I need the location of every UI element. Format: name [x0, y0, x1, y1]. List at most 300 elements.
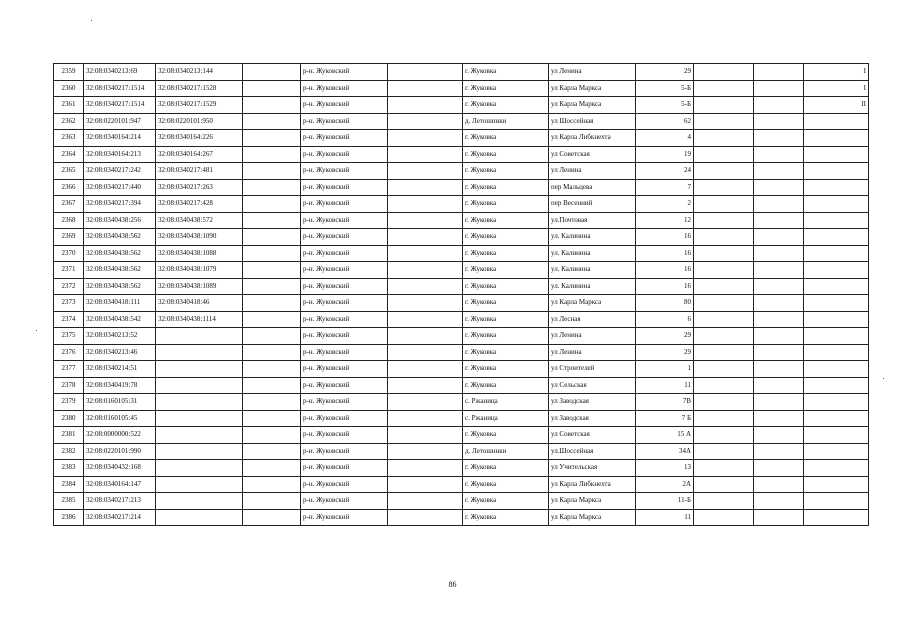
street-cell: ул.Шоссейная: [549, 443, 636, 460]
cadastral-number-cell: 32:08:0000000:522: [84, 427, 156, 444]
empty-cell: [243, 97, 301, 114]
empty-cell: [694, 509, 754, 526]
empty-cell: [754, 344, 804, 361]
empty-cell: [388, 361, 463, 378]
empty-cell: [388, 146, 463, 163]
apartment-cell: [804, 113, 869, 130]
empty-cell: [694, 262, 754, 279]
empty-cell: [754, 163, 804, 180]
empty-cell: [694, 130, 754, 147]
empty-cell: [754, 245, 804, 262]
table-row: [54, 328, 869, 345]
house-number-cell: 7В: [636, 394, 694, 411]
table-row: [54, 245, 869, 262]
parent-cadastral-number-cell: [156, 361, 243, 378]
table-row: [54, 394, 869, 411]
apartment-cell: [804, 179, 869, 196]
cadastral-number-cell: 32:08:0220101:947: [84, 113, 156, 130]
house-number-cell: 11-Б: [636, 493, 694, 510]
cadastral-number-cell: 32:08:0220101:990: [84, 443, 156, 460]
apartment-cell: [804, 262, 869, 279]
district-cell: р-н. Жуковский: [301, 427, 388, 444]
empty-cell: [243, 146, 301, 163]
table-row: [54, 212, 869, 229]
house-number-cell: 1: [636, 361, 694, 378]
table-row: [54, 64, 869, 81]
cadastral-number-cell: 32:08:0340164:147: [84, 476, 156, 493]
empty-cell: [388, 311, 463, 328]
locality-cell: г. Жуковка: [463, 328, 549, 345]
street-cell: ул Карла Маркса: [549, 509, 636, 526]
cadastral-number-cell: 32:08:0340438:562: [84, 245, 156, 262]
empty-cell: [388, 427, 463, 444]
scan-speck: [883, 378, 884, 379]
empty-cell: [243, 64, 301, 81]
row-number-cell: 2386: [54, 509, 84, 526]
empty-cell: [754, 229, 804, 246]
table-row: [54, 509, 869, 526]
street-cell: ул Шоссейная: [549, 113, 636, 130]
row-number-cell: 2364: [54, 146, 84, 163]
house-number-cell: 29: [636, 64, 694, 81]
empty-cell: [388, 344, 463, 361]
house-number-cell: 2: [636, 196, 694, 213]
district-cell: р-н. Жуковский: [301, 493, 388, 510]
house-number-cell: 16: [636, 262, 694, 279]
district-cell: р-н. Жуковский: [301, 196, 388, 213]
empty-cell: [694, 97, 754, 114]
cadastral-number-cell: 32:08:0340217:1514: [84, 97, 156, 114]
empty-cell: [694, 64, 754, 81]
street-cell: ул. Калинина: [549, 278, 636, 295]
locality-cell: г. Жуковка: [463, 130, 549, 147]
district-cell: р-н. Жуковский: [301, 344, 388, 361]
district-cell: р-н. Жуковский: [301, 179, 388, 196]
empty-cell: [388, 377, 463, 394]
cadastral-number-cell: 32:08:0340438:562: [84, 262, 156, 279]
parent-cadastral-number-cell: 32:08:0340438:1090: [156, 229, 243, 246]
empty-cell: [694, 443, 754, 460]
row-number-cell: 2366: [54, 179, 84, 196]
empty-cell: [388, 229, 463, 246]
house-number-cell: 7: [636, 179, 694, 196]
district-cell: р-н. Жуковский: [301, 130, 388, 147]
locality-cell: г. Жуковка: [463, 460, 549, 477]
district-cell: р-н. Жуковский: [301, 146, 388, 163]
cadastral-number-cell: 32:08:0340438:562: [84, 229, 156, 246]
district-cell: р-н. Жуковский: [301, 311, 388, 328]
empty-cell: [694, 410, 754, 427]
house-number-cell: 13: [636, 460, 694, 477]
house-number-cell: 7 Б: [636, 410, 694, 427]
house-number-cell: 29: [636, 328, 694, 345]
empty-cell: [388, 212, 463, 229]
street-cell: ул Сельская: [549, 377, 636, 394]
locality-cell: г. Жуковка: [463, 493, 549, 510]
empty-cell: [754, 97, 804, 114]
apartment-cell: [804, 278, 869, 295]
empty-cell: [243, 130, 301, 147]
locality-cell: г. Жуковка: [463, 476, 549, 493]
row-number-cell: 2369: [54, 229, 84, 246]
apartment-cell: [804, 245, 869, 262]
parent-cadastral-number-cell: [156, 394, 243, 411]
empty-cell: [694, 146, 754, 163]
scan-speck: [36, 330, 37, 331]
empty-cell: [243, 245, 301, 262]
cadastral-number-cell: 32:08:0340217:213: [84, 493, 156, 510]
empty-cell: [754, 262, 804, 279]
empty-cell: [388, 179, 463, 196]
row-number-cell: 2385: [54, 493, 84, 510]
table-row: [54, 80, 869, 97]
parent-cadastral-number-cell: [156, 493, 243, 510]
row-number-cell: 2377: [54, 361, 84, 378]
parent-cadastral-number-cell: [156, 328, 243, 345]
house-number-cell: 16: [636, 229, 694, 246]
empty-cell: [694, 493, 754, 510]
empty-cell: [388, 476, 463, 493]
street-cell: ул. Калинина: [549, 262, 636, 279]
empty-cell: [388, 163, 463, 180]
locality-cell: г. Жуковка: [463, 80, 549, 97]
house-number-cell: 4: [636, 130, 694, 147]
row-number-cell: 2376: [54, 344, 84, 361]
parent-cadastral-number-cell: 32:08:0340438:1089: [156, 278, 243, 295]
apartment-cell: II: [804, 97, 869, 114]
parent-cadastral-number-cell: 32:08:0340217:481: [156, 163, 243, 180]
house-number-cell: 2А: [636, 476, 694, 493]
parent-cadastral-number-cell: 32:08:0340438:1114: [156, 311, 243, 328]
locality-cell: г. Жуковка: [463, 245, 549, 262]
empty-cell: [754, 443, 804, 460]
empty-cell: [243, 212, 301, 229]
empty-cell: [754, 493, 804, 510]
street-cell: ул Ленина: [549, 344, 636, 361]
empty-cell: [243, 410, 301, 427]
house-number-cell: 19: [636, 146, 694, 163]
parent-cadastral-number-cell: [156, 427, 243, 444]
empty-cell: [754, 278, 804, 295]
apartment-cell: [804, 295, 869, 312]
parent-cadastral-number-cell: 32:08:0340438:1088: [156, 245, 243, 262]
street-cell: ул Учительская: [549, 460, 636, 477]
locality-cell: г. Жуковка: [463, 295, 549, 312]
street-cell: ул Карла Маркса: [549, 97, 636, 114]
empty-cell: [694, 311, 754, 328]
cadastral-number-cell: 32:08:0340438:256: [84, 212, 156, 229]
apartment-cell: [804, 311, 869, 328]
empty-cell: [388, 394, 463, 411]
locality-cell: г. Жуковка: [463, 509, 549, 526]
street-cell: ул Заводская: [549, 410, 636, 427]
parent-cadastral-number-cell: [156, 344, 243, 361]
district-cell: р-н. Жуковский: [301, 212, 388, 229]
cadastral-number-cell: 32:08:0340217:440: [84, 179, 156, 196]
locality-cell: г. Жуковка: [463, 146, 549, 163]
house-number-cell: 5-Б: [636, 97, 694, 114]
empty-cell: [388, 80, 463, 97]
empty-cell: [243, 163, 301, 180]
empty-cell: [754, 80, 804, 97]
row-number-cell: 2383: [54, 460, 84, 477]
locality-cell: г. Жуковка: [463, 377, 549, 394]
district-cell: р-н. Жуковский: [301, 113, 388, 130]
locality-cell: д. Летошники: [463, 443, 549, 460]
street-cell: ул Карла Либкнехта: [549, 130, 636, 147]
empty-cell: [243, 295, 301, 312]
house-number-cell: 11: [636, 377, 694, 394]
empty-cell: [694, 278, 754, 295]
empty-cell: [754, 295, 804, 312]
table-row: [54, 476, 869, 493]
apartment-cell: [804, 163, 869, 180]
locality-cell: с. Ржаница: [463, 410, 549, 427]
row-number-cell: 2370: [54, 245, 84, 262]
empty-cell: [388, 130, 463, 147]
empty-cell: [694, 113, 754, 130]
row-number-cell: 2381: [54, 427, 84, 444]
empty-cell: [243, 113, 301, 130]
empty-cell: [243, 328, 301, 345]
street-cell: ул Заводская: [549, 394, 636, 411]
empty-cell: [754, 64, 804, 81]
district-cell: р-н. Жуковский: [301, 80, 388, 97]
street-cell: ул Карла Маркса: [549, 493, 636, 510]
house-number-cell: 34А: [636, 443, 694, 460]
street-cell: ул Ленина: [549, 64, 636, 81]
locality-cell: г. Жуковка: [463, 196, 549, 213]
empty-cell: [694, 361, 754, 378]
row-number-cell: 2367: [54, 196, 84, 213]
table-row: [54, 295, 869, 312]
empty-cell: [754, 476, 804, 493]
district-cell: р-н. Жуковский: [301, 64, 388, 81]
table-row: [54, 443, 869, 460]
table-row: [54, 146, 869, 163]
empty-cell: [243, 344, 301, 361]
table-row: [54, 97, 869, 114]
empty-cell: [694, 427, 754, 444]
empty-cell: [243, 229, 301, 246]
house-number-cell: 16: [636, 278, 694, 295]
row-number-cell: 2382: [54, 443, 84, 460]
empty-cell: [388, 64, 463, 81]
table-row: [54, 130, 869, 147]
apartment-cell: [804, 443, 869, 460]
empty-cell: [388, 443, 463, 460]
empty-cell: [694, 196, 754, 213]
district-cell: р-н. Жуковский: [301, 509, 388, 526]
cadastral-number-cell: 32:08:0340213:52: [84, 328, 156, 345]
house-number-cell: 29: [636, 344, 694, 361]
house-number-cell: 62: [636, 113, 694, 130]
cadastral-number-cell: 32:08:0160105:45: [84, 410, 156, 427]
street-cell: ул. Калинина: [549, 229, 636, 246]
apartment-cell: [804, 460, 869, 477]
empty-cell: [388, 113, 463, 130]
parent-cadastral-number-cell: [156, 509, 243, 526]
apartment-cell: [804, 146, 869, 163]
empty-cell: [754, 311, 804, 328]
locality-cell: г. Жуковка: [463, 212, 549, 229]
empty-cell: [754, 113, 804, 130]
table-row: [54, 163, 869, 180]
street-cell: пер Мальцева: [549, 179, 636, 196]
table-row: [54, 493, 869, 510]
empty-cell: [243, 278, 301, 295]
locality-cell: г. Жуковка: [463, 179, 549, 196]
apartment-cell: [804, 476, 869, 493]
apartment-cell: [804, 410, 869, 427]
cadastral-number-cell: 32:08:0340214:51: [84, 361, 156, 378]
empty-cell: [243, 179, 301, 196]
empty-cell: [694, 328, 754, 345]
parent-cadastral-number-cell: 32:08:0220101:950: [156, 113, 243, 130]
empty-cell: [388, 97, 463, 114]
parent-cadastral-number-cell: 32:08:0340418:46: [156, 295, 243, 312]
empty-cell: [388, 410, 463, 427]
empty-cell: [694, 245, 754, 262]
locality-cell: г. Жуковка: [463, 97, 549, 114]
street-cell: ул Карла Маркса: [549, 80, 636, 97]
district-cell: р-н. Жуковский: [301, 410, 388, 427]
apartment-cell: [804, 212, 869, 229]
apartment-cell: [804, 377, 869, 394]
district-cell: р-н. Жуковский: [301, 443, 388, 460]
locality-cell: с. Ржаница: [463, 394, 549, 411]
apartment-cell: [804, 427, 869, 444]
apartment-cell: I: [804, 80, 869, 97]
empty-cell: [388, 509, 463, 526]
table-row: [54, 262, 869, 279]
empty-cell: [694, 295, 754, 312]
apartment-cell: [804, 130, 869, 147]
locality-cell: г. Жуковка: [463, 278, 549, 295]
district-cell: р-н. Жуковский: [301, 394, 388, 411]
empty-cell: [243, 476, 301, 493]
empty-cell: [694, 212, 754, 229]
address-register-table: [53, 63, 869, 526]
table-body: [54, 64, 869, 526]
empty-cell: [243, 361, 301, 378]
empty-cell: [243, 377, 301, 394]
district-cell: р-н. Жуковский: [301, 361, 388, 378]
empty-cell: [388, 493, 463, 510]
apartment-cell: [804, 394, 869, 411]
empty-cell: [694, 80, 754, 97]
cadastral-number-cell: 32:08:0340419:78: [84, 377, 156, 394]
house-number-cell: 11: [636, 509, 694, 526]
cadastral-number-cell: 32:08:0340418:111: [84, 295, 156, 312]
empty-cell: [243, 460, 301, 477]
apartment-cell: I: [804, 64, 869, 81]
apartment-cell: [804, 361, 869, 378]
empty-cell: [388, 295, 463, 312]
district-cell: р-н. Жуковский: [301, 328, 388, 345]
locality-cell: д. Летошники: [463, 113, 549, 130]
row-number-cell: 2362: [54, 113, 84, 130]
locality-cell: г. Жуковка: [463, 311, 549, 328]
apartment-cell: [804, 344, 869, 361]
parent-cadastral-number-cell: [156, 476, 243, 493]
street-cell: ул Лесная: [549, 311, 636, 328]
street-cell: ул. Калинина: [549, 245, 636, 262]
row-number-cell: 2368: [54, 212, 84, 229]
street-cell: пер Весенний: [549, 196, 636, 213]
row-number-cell: 2379: [54, 394, 84, 411]
empty-cell: [754, 179, 804, 196]
empty-cell: [243, 493, 301, 510]
apartment-cell: [804, 509, 869, 526]
empty-cell: [243, 311, 301, 328]
table-row: [54, 361, 869, 378]
cadastral-number-cell: 32:08:0340213:69: [84, 64, 156, 81]
parent-cadastral-number-cell: 32:08:0340217:1528: [156, 80, 243, 97]
empty-cell: [388, 262, 463, 279]
street-cell: ул.Почтовая: [549, 212, 636, 229]
district-cell: р-н. Жуковский: [301, 460, 388, 477]
empty-cell: [754, 328, 804, 345]
cadastral-number-cell: 32:08:0340432:168: [84, 460, 156, 477]
row-number-cell: 2380: [54, 410, 84, 427]
empty-cell: [694, 377, 754, 394]
table-row: [54, 344, 869, 361]
table-row: [54, 410, 869, 427]
cadastral-number-cell: 32:08:0340217:1514: [84, 80, 156, 97]
district-cell: р-н. Жуковский: [301, 163, 388, 180]
cadastral-number-cell: 32:08:0340438:542: [84, 311, 156, 328]
row-number-cell: 2363: [54, 130, 84, 147]
empty-cell: [694, 344, 754, 361]
parent-cadastral-number-cell: 32:08:0340217:263: [156, 179, 243, 196]
cadastral-number-cell: 32:08:0340213:46: [84, 344, 156, 361]
house-number-cell: 5-Б: [636, 80, 694, 97]
row-number-cell: 2375: [54, 328, 84, 345]
district-cell: р-н. Жуковский: [301, 97, 388, 114]
scan-speck: [91, 20, 92, 21]
parent-cadastral-number-cell: [156, 460, 243, 477]
table-row: [54, 179, 869, 196]
table-row: [54, 427, 869, 444]
cadastral-number-cell: 32:08:0340438:562: [84, 278, 156, 295]
district-cell: р-н. Жуковский: [301, 278, 388, 295]
locality-cell: г. Жуковка: [463, 427, 549, 444]
street-cell: ул Карла Маркса: [549, 295, 636, 312]
empty-cell: [754, 377, 804, 394]
cadastral-number-cell: 32:08:0340217:394: [84, 196, 156, 213]
row-number-cell: 2384: [54, 476, 84, 493]
empty-cell: [754, 361, 804, 378]
empty-cell: [243, 443, 301, 460]
empty-cell: [754, 196, 804, 213]
apartment-cell: [804, 196, 869, 213]
locality-cell: г. Жуковка: [463, 344, 549, 361]
table-row: [54, 460, 869, 477]
row-number-cell: 2365: [54, 163, 84, 180]
empty-cell: [754, 410, 804, 427]
parent-cadastral-number-cell: 32:08:0340164:267: [156, 146, 243, 163]
parent-cadastral-number-cell: 32:08:0340217:428: [156, 196, 243, 213]
table-row: [54, 113, 869, 130]
empty-cell: [388, 328, 463, 345]
empty-cell: [754, 394, 804, 411]
district-cell: р-н. Жуковский: [301, 245, 388, 262]
house-number-cell: 16: [636, 245, 694, 262]
district-cell: р-н. Жуковский: [301, 262, 388, 279]
house-number-cell: 6: [636, 311, 694, 328]
district-cell: р-н. Жуковский: [301, 476, 388, 493]
